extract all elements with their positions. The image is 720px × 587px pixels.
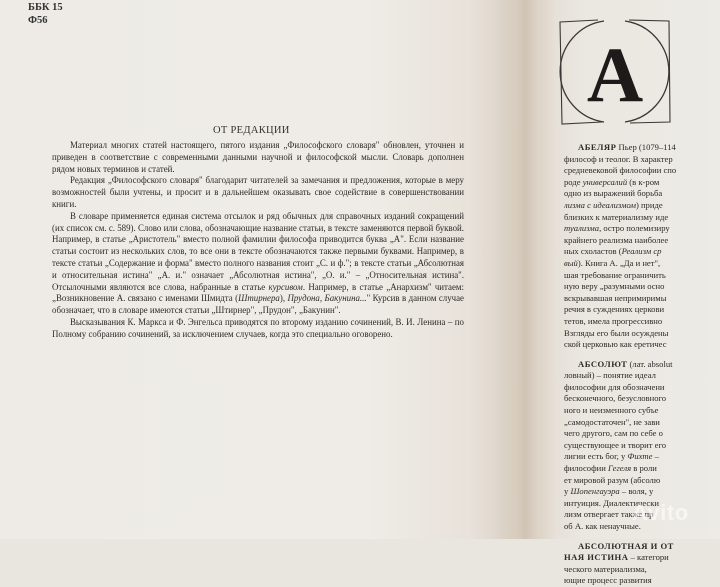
- entry-text-line: философии для обозначени: [564, 381, 665, 392]
- entry-text-line: „самодостаточен", не зави: [564, 416, 660, 427]
- entry-text-line: лизма с идеализмом) приде: [564, 199, 663, 210]
- entry-text-line: туализма, остро полемизиру: [564, 223, 670, 234]
- avito-watermark: Avito: [632, 500, 689, 525]
- entry-text-line: чего другого, сам по себе о: [564, 428, 663, 439]
- entry-headword-line: АБЕЛЯР Пьер (1079–114: [578, 142, 676, 152]
- entry-text-line: ловный) – понятие идеал: [564, 370, 656, 381]
- classification-code: Ф56: [28, 15, 48, 26]
- entry-text-line: одно из выражений борьба: [564, 188, 663, 199]
- entry-text-line: бесконечного, безусловного: [564, 393, 667, 404]
- italic-word: курсивом: [268, 281, 303, 292]
- entry-text-line: Взгляды его были осуждены: [564, 327, 669, 338]
- entry-text-line: вскрывавшая непримиримы: [564, 292, 667, 303]
- preface-paragraph-2: Редакция „Философского словаря" благодарит читателей за замечания и предложения, которые в меру возможностей были учтены, и просит и в дальнейшем оказывать свое содействие в совершенствовании книги.: [52, 175, 464, 209]
- entry-text-line: ет мировой разум (абсолю: [564, 474, 661, 485]
- entry-text-line: ческого материализма,: [564, 563, 647, 574]
- preface-paragraph-4: Высказывания К. Маркса и Ф. Энгельса приводятся по второму изданию сочинений, В. И. Ленина – по Полному собранию сочинений, за исключением случаев, когда это специально оговорено.: [52, 316, 464, 339]
- entry-text-line: близких к материализму иде: [564, 211, 669, 222]
- emblem-letter: А: [586, 31, 644, 118]
- entry-text-line: ных схоластов (Реализм ср: [564, 246, 662, 257]
- entry-headword-line: НАЯ ИСТИНА – категори: [564, 552, 669, 563]
- entry-text-line: ную веру „разумными осно: [564, 281, 665, 292]
- preface-paragraph-1: Материал многих статей настоящего, пятого издания „Философского словаря" обновлен, уточнен и приведен в соответствие с современными данными научной и философской мысли. Словарь дополнен рядом новых терминов и статей.: [52, 140, 464, 174]
- catalog-codes: [28, 1, 63, 27]
- entry-text-line: речия в суждениях церкови: [564, 304, 665, 315]
- entry-text-line: шая требование ограничить: [564, 269, 666, 280]
- entry-text-line: у Шопенгауэра – воля, у: [564, 486, 654, 497]
- entry-text-line: интуиция. Диалектически: [564, 497, 659, 508]
- entry-text-line: ской церковью как еретичес: [564, 339, 667, 350]
- entry-text-line: ющие процесс развития: [564, 575, 652, 586]
- entry-headword-line: АБСОЛЮТНАЯ И ОТ: [578, 540, 674, 551]
- book-gutter: [495, 0, 555, 539]
- entry-text-line: роде универсалий (в к-ром: [564, 176, 660, 187]
- entry-text-line: вый). Книга А. „Да и нет",: [564, 257, 661, 268]
- letter-a-emblem: [558, 18, 671, 126]
- entry-text-line: средневековой философии спо: [564, 165, 677, 176]
- entry-text-line: крайнего реализма наиболее: [564, 234, 669, 245]
- preface-title: ОТ РЕДАКЦИИ: [213, 125, 290, 136]
- emblem-frame-icon: [558, 18, 671, 126]
- entry-text-line: философ и теолог. В характер: [564, 153, 673, 164]
- entry-text-line: философии Гегеля в роли: [564, 463, 657, 474]
- entry-text-line: лизм отвергает также пр: [564, 509, 654, 520]
- entry-text-line: об А. как ненаучные.: [564, 521, 641, 531]
- entry-headword-line: АБСОЛЮТ (лат. absolut: [578, 358, 673, 369]
- entry-text-line: лигии есть бог, у Фихте –: [564, 451, 659, 462]
- entry-text-line: ного и неизменного субъе: [564, 405, 659, 416]
- bbk-code: ББК 15: [28, 2, 63, 13]
- preface-text: [52, 140, 464, 341]
- entry-text-line: существующее и творит его: [564, 439, 667, 450]
- preface-paragraph-3: В словаре применяется единая система отсылок и ряд обычных для справочных изданий сокращений (их список см. с. 589). Слово или слова, обозначающие название статьи, в тексте заменяются первой буквой. Например, в статье „Аристотель" вместо полной фамилии философа приводится буква „А". Если название статьи состоит из нескольких слов, то все они в тексте обозначаются также первыми буквами. Например, в тексте статьи „Содержание и форма" вместо полного названия стоит „С. и ф."; в тексте статьи „Абсолютная и относительная истина" „А. и." означает „Абсолютная истина", „О. и." – „Относительная истина". Отсылочными являются все слова, набранные в статье курсивом. Например, в статье „Анархизм" читаем: „Возникновение А. связано с именами Шмидта (Штирнера), Прудона, Бакунина..." Курсив в данном случае обозначает, что в словаре имеются статьи „Штирнер", „Прудон", „Бакунин".: [52, 210, 465, 316]
- entry-text-line: тетов, имела прогрессивно: [564, 315, 663, 326]
